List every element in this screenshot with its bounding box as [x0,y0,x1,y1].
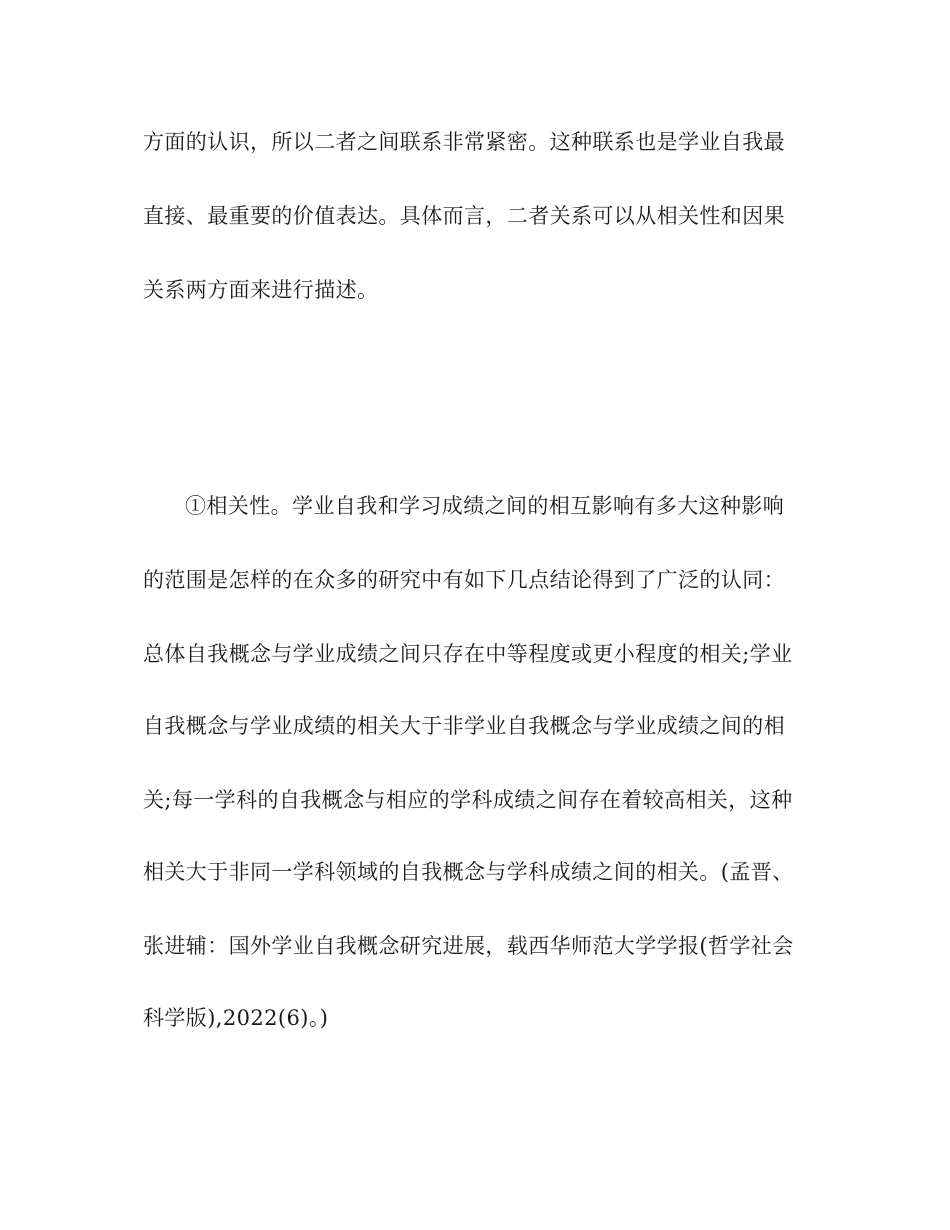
paragraph-2-line-6: 相关大于非同一学科领域的自我概念与学科成绩之间的相关。(孟晋、 [143,860,794,884]
paragraph-1-line-1: 方面的认识，所以二者之间联系非常紧密。这种联系也是学业自我最 [143,130,785,154]
paragraph-2-line-4: 自我概念与学业成绩的相关大于非学业自我概念与学业成绩之间的相 [143,714,785,738]
paragraph-1-line-3: 关系两方面来进行描述。 [143,278,379,302]
paragraph-2-line-5: 关;每一学科的自我概念与相应的学科成绩之间存在着较高相关，这种 [143,788,793,812]
paragraph-1-line-2: 直接、最重要的价值表达。具体而言，二者关系可以从相关性和因果 [143,204,785,228]
paragraph-2-line-2: 的范围是怎样的在众多的研究中有如下几点结论得到了广泛的认同： [143,568,785,592]
paragraph-2-line-7: 张进辅：国外学业自我概念研究进展，载西华师范大学学报(哲学社会 [143,934,794,958]
paragraph-2-line-1: ①相关性。学业自我和学习成绩之间的相互影响有多大这种影响 [185,494,785,518]
paragraph-2-line-8: 科学版),2022(6)。) [143,1006,329,1030]
paragraph-2-line-3: 总体自我概念与学业成绩之间只存在中等程度或更小程度的相关;学业 [143,642,793,666]
